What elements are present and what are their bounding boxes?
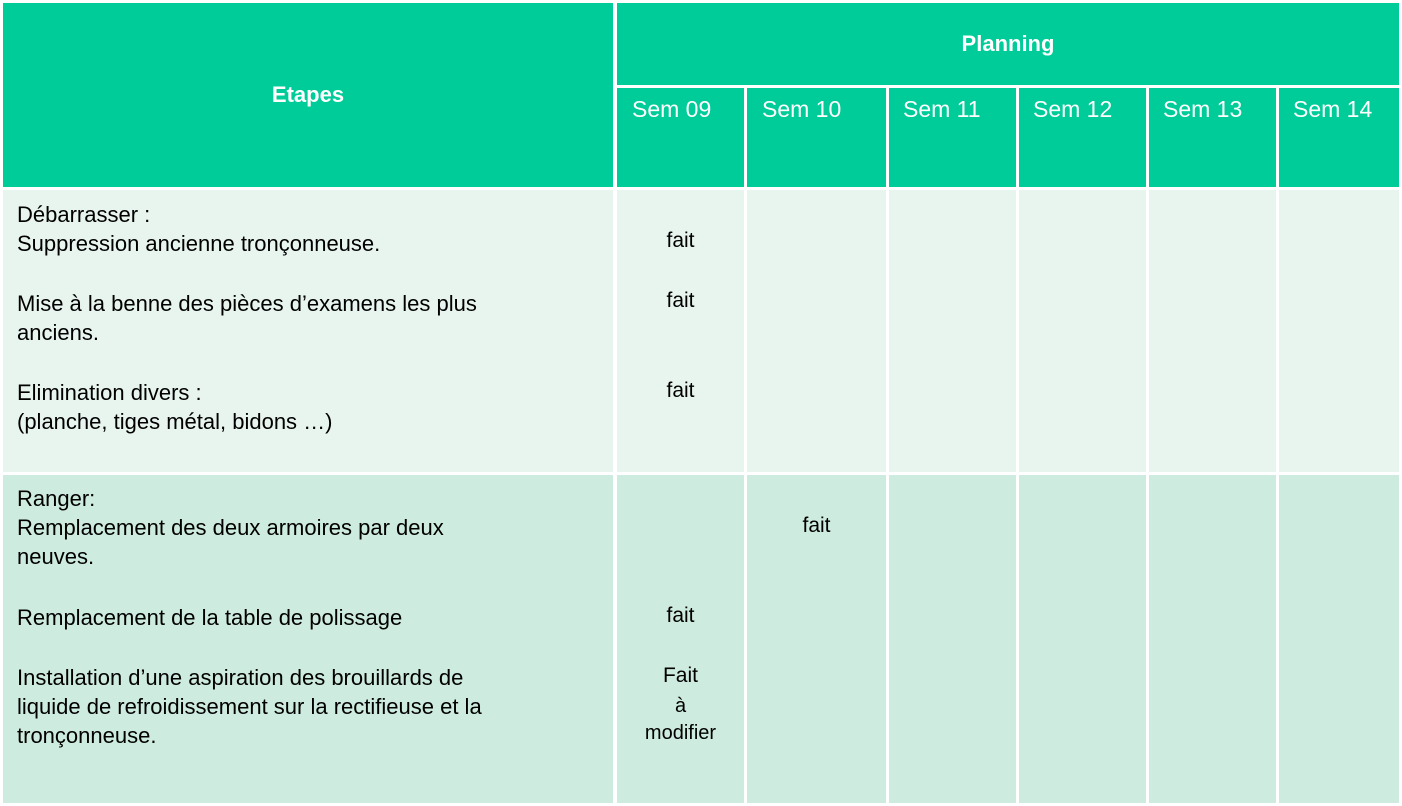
week-header-10: Sem 10 [747, 88, 886, 187]
task2-line1: Mise à la benne des pièces d’examens les plus [17, 291, 477, 316]
task6-line2: liquide de refroidissement sur la rectifieuse et la [17, 694, 482, 719]
task6-status-line3: modifier [644, 722, 717, 744]
steps-label: Etapes [271, 82, 345, 107]
week-header-12: Sem 12 [1019, 88, 1146, 187]
task6-line1: Installation d’une aspiration des brouillards de [17, 665, 464, 690]
row2-week09-cell [617, 475, 744, 803]
task6-line3: tronçonneuse. [17, 723, 157, 748]
planning-label: Planning [961, 31, 1055, 56]
task2-line2: anciens. [17, 320, 99, 345]
task1-line1: Suppression ancienne tronçonneuse. [17, 231, 381, 256]
task3-status: fait [666, 379, 695, 402]
row1-week11-cell [889, 190, 1016, 472]
task2-status: fait [666, 289, 695, 312]
task4-status: fait [802, 514, 831, 537]
row1-week14-cell [1279, 190, 1399, 472]
week-header-14: Sem 14 [1279, 88, 1399, 187]
section1-title: Débarrasser : [17, 202, 151, 227]
task3-line1: Elimination divers : [17, 380, 202, 405]
week-header-09: Sem 09 [617, 88, 744, 187]
task1-status: fait [666, 229, 695, 252]
row1-week13-cell [1149, 190, 1276, 472]
task3-line2: (planche, tiges métal, bidons …) [17, 409, 333, 434]
row2-week12-cell [1019, 475, 1146, 803]
task6-status-line2: à [674, 695, 687, 717]
section2-title: Ranger: [17, 486, 96, 511]
header-planning [617, 3, 1399, 85]
row2-week11-cell [889, 475, 1016, 803]
row1-week10-cell [747, 190, 886, 472]
task5-line1: Remplacement de la table de polissage [17, 605, 403, 630]
task5-status: fait [666, 604, 695, 627]
task6-status-line1: Fait [662, 664, 698, 687]
row2-week14-cell [1279, 475, 1399, 803]
header-steps [3, 3, 613, 187]
row2-week13-cell [1149, 475, 1276, 803]
task4-line1: Remplacement des deux armoires par deux [17, 515, 444, 540]
week-header-13: Sem 13 [1149, 88, 1276, 187]
task4-line2: neuves. [17, 544, 95, 569]
week-header-11: Sem 11 [889, 88, 1016, 187]
row1-week12-cell [1019, 190, 1146, 472]
